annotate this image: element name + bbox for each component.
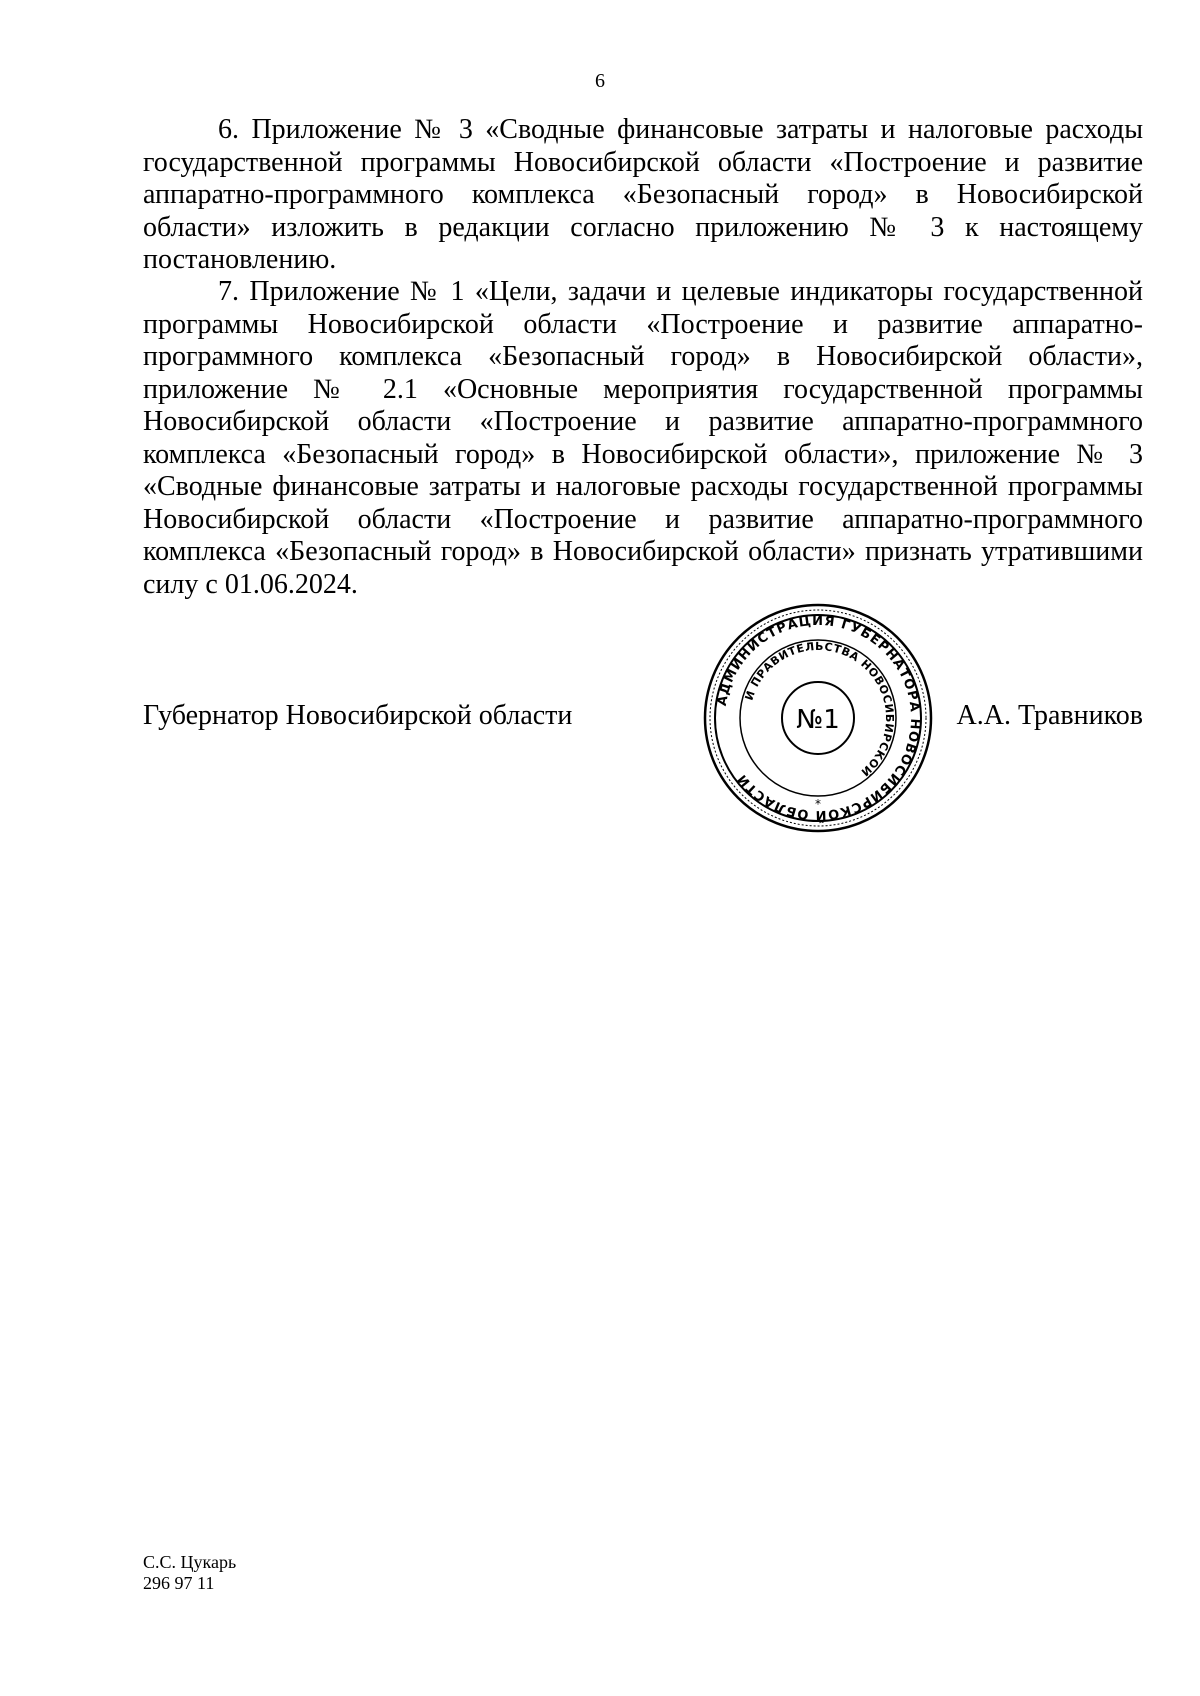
seal-inner-text: И ПРАВИТЕЛЬСТВА НОВОСИБИРСКОЙ xyxy=(742,639,897,780)
seal-center-text: №1 xyxy=(796,705,840,735)
paragraph-7: 7. Приложение № 1 «Цели, задачи и целевые индикаторы государственной программы Новосибирской области «Построение и развитие аппаратно-программного комплекса «Безопасный город» в Новосибирской области», приложение № 2.1 «Основные мероприятия государственной программы Новосибирской области «Построение и развитие аппаратно-программного комплекса «Безопасный город» в Новосибирской области», приложение № 3 «Сводные финансовые затраты и налоговые расходы государственной программы Новосибирской области «Построение и развитие аппаратно-программного комплекса «Безопасный город» в Новосибирской области» признать утратившими силу с 01.06.2024. xyxy=(143,276,1143,600)
signer-name: А.А. Травников xyxy=(956,700,1143,731)
seal-outer-text: АДМИНИСТРАЦИЯ ГУБЕРНАТОРА НОВОСИБИРСКОЙ ОБЛАСТИ xyxy=(714,613,923,823)
signer-title: Губернатор Новосибирской области xyxy=(143,700,573,731)
official-seal xyxy=(703,603,933,833)
executor-name: С.С. Цукарь xyxy=(143,1552,237,1572)
executor-phone: 296 97 11 xyxy=(143,1573,215,1593)
page-number: 6 xyxy=(595,70,605,92)
executor-info xyxy=(143,1552,236,1594)
paragraph-6: 6. Приложение № 3 «Сводные финансовые затраты и налоговые расходы государственной программы Новосибирской области «Построение и развитие аппаратно-программного комплекса «Безопасный город» в Новосибирской области» изложить в редакции согласно приложению № 3 к настоящему постановлению. xyxy=(143,114,1143,275)
seal-star-icon: * xyxy=(815,797,821,811)
